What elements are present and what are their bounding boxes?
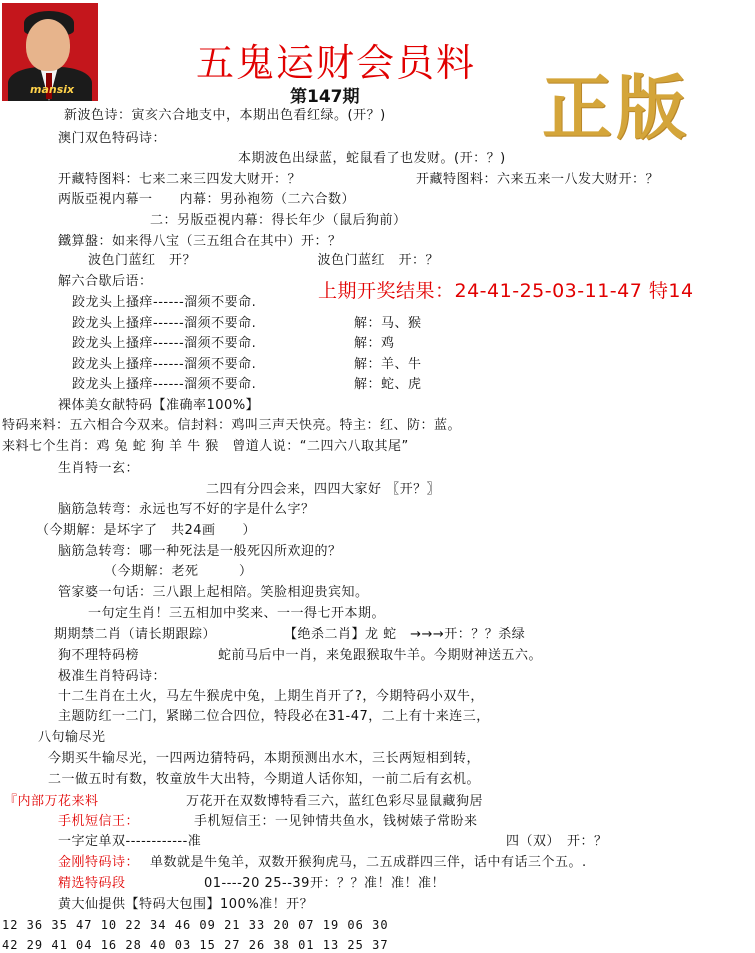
proverb-3-answer: 解：鸡: [354, 336, 395, 351]
numbers-row-2: 42 29 41 04 16 28 40 03 15 27 26 38 01 13 25 37: [2, 938, 389, 952]
issue-number: 第147期: [290, 87, 360, 107]
line-selected-range: 01----20 25--39开：？？准！准！准！: [204, 876, 445, 891]
line-seven-zodiac: 来料七个生肖：鸡 兔 蛇 狗 羊 牛 猴 曾道人说：“二四六八取其尾”: [2, 439, 409, 454]
line-kill-two: 【绝杀二肖】龙 蛇 →→→开：？？杀绿: [284, 627, 526, 642]
line-eight-verses: 八句输尽光: [38, 730, 106, 745]
proverb-3: 跤龙头上搔痒------溜须不要命.: [72, 336, 257, 351]
proverb-2-answer: 解：马、猴: [354, 316, 422, 331]
proverb-5: 跤龙头上搔痒------溜须不要命.: [72, 377, 257, 392]
line-macau-poem: 本期波色出绿蓝，蛇鼠看了也发财。(开：？): [238, 151, 506, 166]
line-zodiac-poem-heading: 极准生肖特码诗：: [58, 669, 167, 684]
line-diamond-poem: 单数就是牛兔羊，双数开猴狗虎马，二五成群四三伴，话中有话三个五。.: [150, 855, 587, 870]
proverb-5-answer: 解：蛇、虎: [354, 377, 422, 392]
line-wave-door: 波色门蓝红 开？ 波色门蓝红 开：？: [88, 253, 440, 268]
line-code-source: 特码来料：五六相合今双来。信封料：鸡叫三声天快亮。特主：红、防：蓝。: [2, 418, 462, 433]
line-beauty-code: 裸体美女献特码【准确率100%】: [58, 398, 260, 413]
line-riddle-1: 脑筋急转弯：永远也写不好的字是什么字？: [58, 502, 315, 517]
line-riddle-2: 脑筋急转弯：哪一种死法是一般死囚所欢迎的？: [58, 544, 342, 559]
last-draw-result: 上期开奖结果：24-41-25-03-11-47 特14: [318, 280, 694, 302]
proverb-4-answer: 解：羊、牛: [354, 357, 422, 372]
line-kaicang-1: 开藏特图料：七来二来三四发大财开：？: [58, 172, 302, 187]
line-abacus: 鐵算盤：如来得八宝（三五组合在其中）开：？: [58, 234, 342, 249]
line-zodiac-poem-1: 十二生肖在土火，马左牛猴虎中兔，上期生肖开了?，今期特码小双牛，: [58, 689, 484, 704]
page-title: 五鬼运财会员料: [196, 41, 477, 85]
line-sms: 手机短信王：一见钟情共鱼水，钱树婊子常盼来: [194, 814, 478, 829]
line-sms-label: 手机短信王：: [58, 814, 140, 829]
authentic-watermark: 正版: [542, 67, 690, 149]
line-zodiac-verse: 二四有分四会来，四四大家好 〖开？〗: [206, 482, 441, 497]
line-inner-source: 万花开在双数博特看三六，蓝红色彩尽显鼠藏狗居: [186, 794, 484, 809]
line-kaicang-2: 开藏特图料：六来五来一八发大财开：？: [416, 172, 660, 187]
line-ban-two: 期期禁二肖（请长期跟踪）: [54, 627, 217, 642]
proverb-2: 跤龙头上搔痒------溜须不要命.: [72, 316, 257, 331]
line-macau-poem-heading: 澳门双色特码诗：: [58, 131, 167, 146]
line-zodiac-mystery: 生肖特一玄：: [58, 461, 140, 476]
line-one-sentence: 一句定生肖！三五相加中奖来、一一得七开本期。: [88, 606, 386, 621]
avatar-portrait: [2, 3, 98, 101]
line-eight-verses-1: 今期买牛输尽光，一四两边猜特码，本期预测出水木，三长两短相到转，: [48, 751, 481, 766]
line-goubuli-verse: 蛇前马后中一肖，来兔跟猴取牛羊。今期财神送五六。: [218, 648, 543, 663]
line-eight-verses-2: 二一做五时有数，牧童放牛大出特，今期道人话你知，一前二后有玄机。: [48, 772, 481, 787]
line-goubuli: 狗不理特码榜: [58, 648, 140, 663]
portrait-signature: mansix: [30, 83, 75, 96]
line-odd-even: 一字定单双------------准: [58, 834, 202, 849]
line-proverb-heading: 解六合歇后语：: [58, 274, 153, 289]
line-inside-1: 两版亞視内幕一 内幕：男孙袍笏（二六合数）: [58, 192, 356, 207]
line-riddle-2-answer: （今期解：老死 ）: [104, 564, 253, 579]
line-zodiac-poem-2: 主题防红一二门，紧睇二位合四位，特段必在31-47，二上有十来连三，: [58, 709, 490, 724]
numbers-row-1: 12 36 35 47 10 22 34 46 09 21 33 20 07 19 06 30: [2, 918, 389, 932]
line-inner-source-label: 『内部万花来料: [4, 794, 99, 809]
line-diamond-label: 金刚特码诗：: [58, 855, 140, 870]
line-wong-tai-sin: 黄大仙提供【特码大包围】100%准！开？: [58, 897, 314, 912]
line-inside-2: 二：另版亞視内幕：得长年少（鼠后狗前）: [150, 213, 407, 228]
line-selected-label: 精选特码段: [58, 876, 126, 891]
line-housekeeper: 管家婆一句话：三八跟上起相陪。笑脸相迎贵宾知。: [58, 585, 369, 600]
proverb-4: 跤龙头上搔痒------溜须不要命.: [72, 357, 257, 372]
line-odd-even-result: 四（双） 开：？: [506, 834, 608, 849]
line-wave-color-poem: 新波色诗：寅亥六合地支中，本期出色看红绿。(开？): [64, 108, 386, 123]
line-riddle-1-answer: （今期解：是坏字了 共24画 ）: [36, 523, 257, 538]
proverb-1: 跤龙头上搔痒------溜须不要命.: [72, 295, 257, 310]
